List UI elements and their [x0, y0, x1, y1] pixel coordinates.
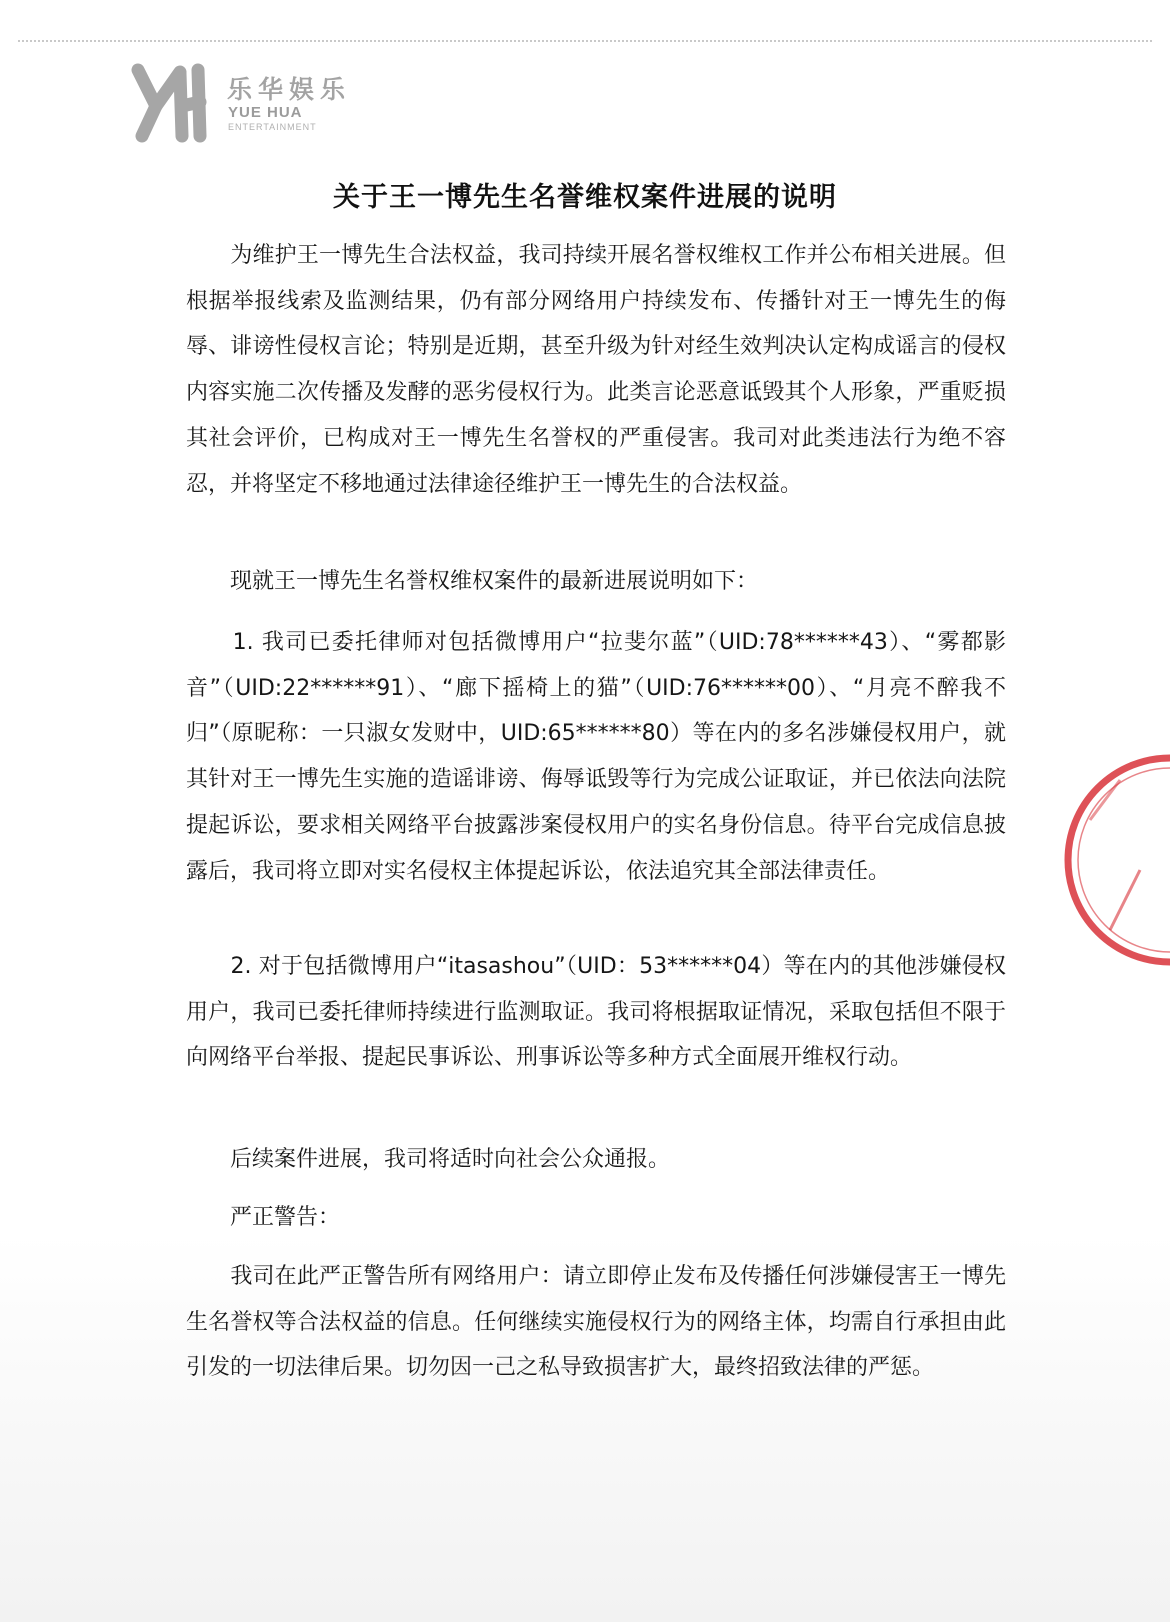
paragraph-intro: 为维护王一博先生合法权益，我司持续开展名誉权维权工作并公布相关进展。但根据举报线索及监测结果，仍有部分网络用户持续发布、传播针对王一博先生的侮辱、诽谤性侵权言论；特别是近期，甚至升级为针对经生效判决认定构成谣言的侵权内容实施二次传播及发酵的恶劣侵权行为。此类言论恶意诋毁其个人形象，严重贬损其社会评价，已构成对王一博先生名誉权的严重侵害。我司对此类违法行为绝不容忍，并将坚定不移地通过法律途径维护王一博先生的合法权益。 — [186, 243, 1006, 497]
logo-english-subtitle: ENTERTAINMENT — [228, 122, 317, 132]
paragraph-warning-heading: 严正警告： — [186, 1205, 341, 1230]
document-title: 关于王一博先生名誉维权案件进展的说明 — [333, 182, 837, 213]
logo-english-name: YUE HUA — [228, 104, 303, 121]
yuehua-logo-icon — [124, 62, 220, 144]
paragraph-item-2: 2. 对于包括微博用户“itasashou”（UID：53******04）等在内的其他涉嫌侵权用户，我司已委托律师持续进行监测取证。我司将根据取证情况，采取包括但不限于向网络平台举报、提起民事诉讼、刑事诉讼等多种方式全面展开维权行动。 — [186, 954, 1006, 1071]
paragraph-follow-up: 后续案件进展，我司将适时向社会公众通报。 — [186, 1147, 671, 1172]
company-seal-stamp — [1050, 740, 1170, 1000]
paragraph-warning: 我司在此严正警告所有网络用户：请立即停止发布及传播任何涉嫌侵害王一博先生名誉权等合法权益的信息。任何继续实施侵权行为的网络主体，均需自行承担由此引发的一切法律后果。切勿因一己之私导致损害扩大，最终招致法律的严惩。 — [186, 1264, 1006, 1381]
paragraph-progress-heading: 现就王一博先生名誉权维权案件的最新进展说明如下： — [186, 569, 759, 594]
scan-edge-line — [18, 40, 1152, 42]
paragraph-item-1: 1. 我司已委托律师对包括微博用户“拉斐尔蓝”（UID:78******43）、“雾都影音”（UID:22******91）、“廊下摇椅上的猫”（UID:76******00）、“月亮不醉我不归”（原昵称：一只淑女发财中，UID:65******80）等在内的多名涉嫌侵权用户，就其针对王一博先生实施的造谣诽谤、侮辱诋毁等行为完成公证取证，并已依法向法院提起诉讼，要求相关网络平台披露涉案侵权用户的实名身份信息。待平台完成信息披露后，我司将立即对实名侵权主体提起诉讼，依法追究其全部法律责任。 — [186, 630, 1006, 884]
company-logo — [124, 62, 364, 144]
logo-chinese-name: 乐华娱乐 — [227, 75, 352, 104]
